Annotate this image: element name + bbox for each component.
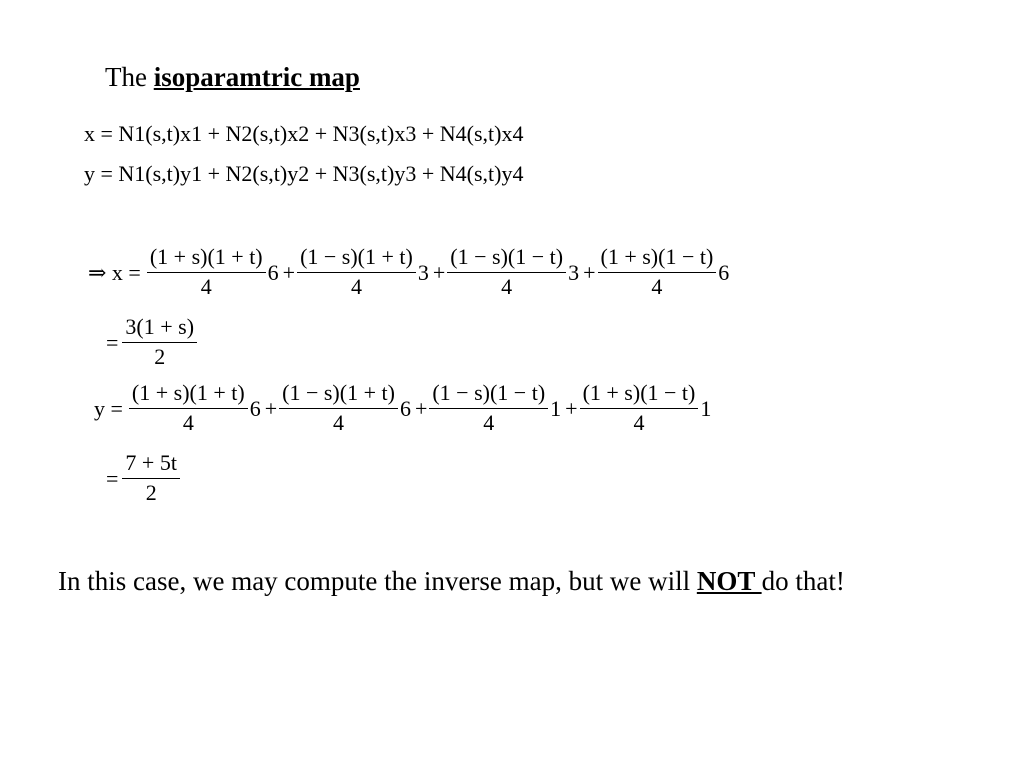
x-term-3: $\frac{(1 - s)(1 - t)}{4}$ — [447, 244, 566, 301]
x-definition-text: x = N1(s,t)x1 + N2(s,t)x2 + N3(s,t)x3 + N4(s,t)x4 — [84, 121, 524, 146]
y-definition-equation — [84, 161, 523, 187]
y-term-4: $\frac{(1 + s)(1 - t)}{4}$ — [580, 380, 699, 437]
y-coeff-3: 1 — [550, 395, 562, 421]
x-result-equation — [106, 314, 197, 371]
x-coeff-4: 6 — [718, 259, 730, 285]
y-term-3: $\frac{(1 - s)(1 - t)}{4}$ — [429, 380, 548, 437]
x-definition-equation — [84, 121, 523, 147]
y-expanded-equation: y = $\frac{(1 + s)(1 + t)}{4}$ 6 + $\frac{(1 - s)(1 + t)}{4}$ 6 + $\frac{(1 - s)(1 - t)}{4}$ 1 + $\frac{(1 + s)(1 - t)}{4}$ 1 — [94, 380, 712, 435]
x-result-fraction: $\frac{3(1 + s)}{2}$ — [122, 314, 197, 371]
title-emphasis: isoparamtric map — [153, 62, 360, 92]
title-prefix: The — [105, 62, 154, 92]
y-result-fraction: $\frac{7 + 5t}{2}$ — [122, 450, 180, 507]
y-coeff-1: 6 — [249, 395, 261, 421]
x-coeff-1: 6 — [267, 259, 279, 285]
slide-title — [105, 62, 360, 93]
x-coeff-3: 3 — [568, 259, 580, 285]
x-lead: ⇒ x = — [88, 259, 141, 285]
footer-after: do that! — [761, 566, 845, 596]
y-definition-text: y = N1(s,t)y1 + N2(s,t)y2 + N3(s,t)y3 + N4(s,t)y4 — [84, 161, 524, 186]
footer-statement — [58, 566, 845, 597]
y-result-equation — [106, 450, 180, 507]
y-lead: y = — [94, 395, 123, 421]
x-term-1: $\frac{(1 + s)(1 + t)}{4}$ — [147, 244, 266, 301]
y-term-2: $\frac{(1 - s)(1 + t)}{4}$ — [279, 380, 398, 437]
x-expanded-equation: ⇒ x = $\frac{(1 + s)(1 + t)}{4}$ 6 + $\frac{(1 - s)(1 + t)}{4}$ 3 + $\frac{(1 - s)(1 - t)}{4}$ 3 + $\frac{(1 + s)(1 - t)}{4}$ 6 — [88, 244, 730, 299]
x-coeff-2: 3 — [417, 259, 429, 285]
x-term-4: $\frac{(1 + s)(1 - t)}{4}$ — [598, 244, 717, 301]
footer-before: In this case, we may compute the inverse map, but we will — [58, 566, 697, 596]
x-term-2: $\frac{(1 - s)(1 + t)}{4}$ — [297, 244, 416, 301]
y-result-eq-sign: = — [106, 465, 119, 491]
footer-emphasis: NOT — [696, 566, 762, 596]
y-coeff-2: 6 — [399, 395, 411, 421]
y-coeff-4: 1 — [700, 395, 712, 421]
x-result-eq-sign: = — [106, 329, 119, 355]
y-term-1: $\frac{(1 + s)(1 + t)}{4}$ — [129, 380, 248, 437]
